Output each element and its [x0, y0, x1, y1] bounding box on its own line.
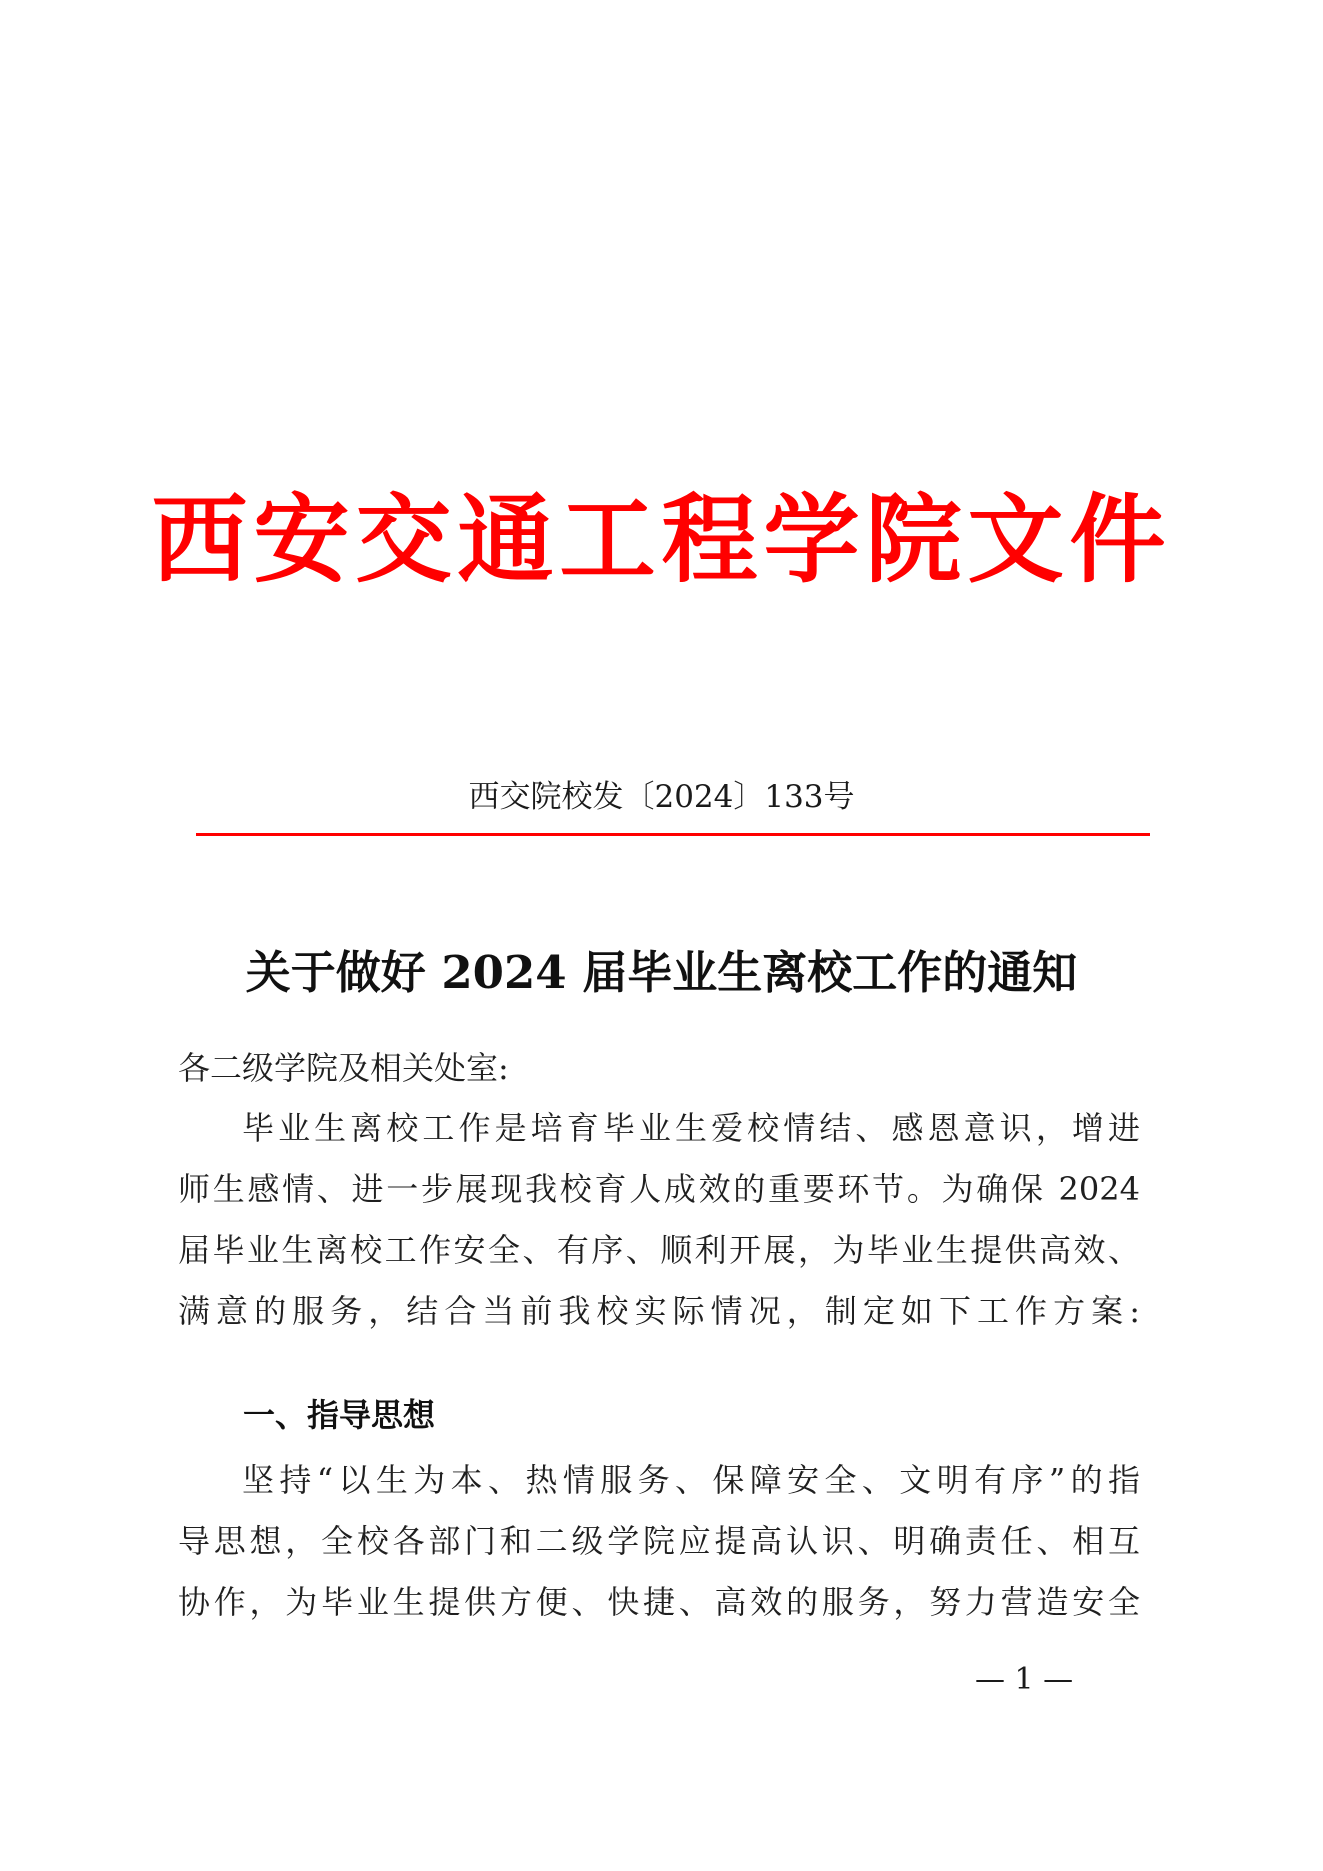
- paragraph-line: 届毕业生离校工作安全、有序、顺利开展，为毕业生提供高效、: [178, 1231, 1140, 1269]
- paragraph-line: 毕业生离校工作是培育毕业生爱校情结、感恩意识，增进: [242, 1109, 1140, 1147]
- section-heading: 一、指导思想: [243, 1396, 436, 1434]
- intro-paragraph: [178, 1098, 1140, 1342]
- section-paragraph: [178, 1450, 1140, 1633]
- paragraph-line: 满意的服务，结合当前我校实际情况，制定如下工作方案:: [178, 1292, 1140, 1330]
- paragraph-line: 协作，为毕业生提供方便、快捷、高效的服务，努力营造安全: [178, 1583, 1140, 1621]
- notice-title: 关于做好 2024 届毕业生离校工作的通知: [245, 946, 1078, 999]
- addressee: 各二级学院及相关处室:: [178, 1049, 509, 1087]
- document-masthead: 西安交通工程学院文件: [151, 483, 1172, 596]
- document-number: 西交院校发〔2024〕133号: [468, 779, 855, 815]
- red-divider-line: [196, 833, 1150, 836]
- page-number: — 1 —: [975, 1662, 1074, 1697]
- paragraph-line: 导思想，全校各部门和二级学院应提高认识、明确责任、相互: [178, 1522, 1140, 1560]
- paragraph-line: 坚持“以生为本、热情服务、保障安全、文明有序”的指: [242, 1461, 1140, 1499]
- paragraph-line: 师生感情、进一步展现我校育人成效的重要环节。为确保 2024: [178, 1170, 1140, 1208]
